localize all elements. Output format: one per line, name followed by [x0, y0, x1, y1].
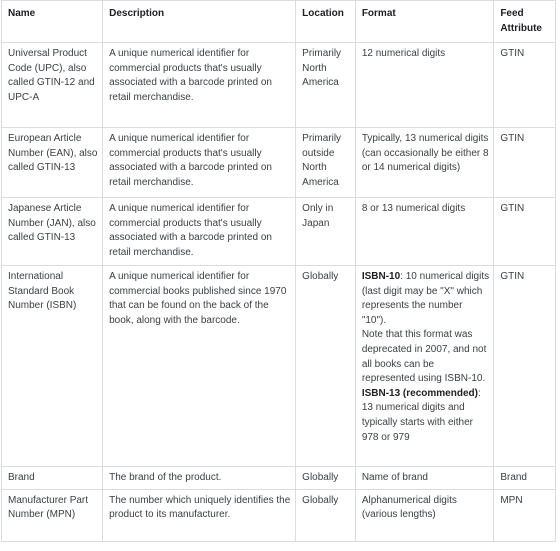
isbn13-label: ISBN-13 (recommended) [361, 387, 478, 399]
cell-format [355, 266, 494, 467]
isbn13-paragraph [362, 387, 490, 445]
table-row [2, 198, 556, 266]
header-feed-attribute: Feed Attribute [494, 1, 556, 43]
cell-format: 12 numerical digits [355, 43, 494, 128]
cell-location: Only in Japan [296, 198, 356, 266]
cell-location: Globally [296, 266, 356, 467]
cell-format: Typically, 13 numerical digits (can occasionally be either 8 or 14 numerical digits) [355, 128, 494, 198]
cell-feed-attribute: MPN [494, 489, 556, 541]
cell-location: Globally [296, 467, 356, 490]
table-row [2, 128, 556, 198]
header-description: Description [103, 1, 296, 43]
cell-format: Name of brand [355, 467, 494, 490]
table-row [2, 489, 556, 541]
isbn10-text: : 10 numerical digits (last digit may be "X" which represents the number "10"). [361, 271, 490, 326]
cell-feed-attribute: GTIN [494, 128, 556, 198]
cell-location: Primarily outside North America [296, 128, 356, 198]
cell-name: International Standard Book Number (ISBN) [2, 266, 103, 467]
cell-description: A unique numerical identifier for commercial products that's usually associated with a barcode printed on retail merchandise. [103, 43, 296, 128]
cell-feed-attribute: GTIN [494, 43, 556, 128]
cell-feed-attribute: Brand [494, 467, 556, 490]
table-row [2, 266, 556, 467]
cell-description: A unique numerical identifier for commercial books published since 1970 that can be found on the back of the book, along with the barcode. [103, 266, 296, 467]
table-header-row [2, 1, 556, 43]
cell-name: Japanese Article Number (JAN), also called GTIN-13 [2, 198, 103, 266]
cell-name: Universal Product Code (UPC), also called GTIN-12 and UPC-A [2, 43, 103, 128]
cell-name: Manufacturer Part Number (MPN) [2, 489, 103, 541]
cell-description: A unique numerical identifier for commercial products that's usually associated with a barcode printed on retail merchandise. [103, 128, 296, 198]
isbn10-deprecation-note: Note that this format was deprecated in 2007, and not all books can be represented using ISBN-10. [361, 329, 487, 385]
cell-name: European Article Number (EAN), also called GTIN-13 [2, 128, 103, 198]
isbn10-label: ISBN-10 [361, 271, 401, 282]
identifier-table [1, 0, 556, 542]
cell-description: The number which uniquely identifies the product to its manufacturer. [103, 489, 296, 541]
table-row [2, 43, 556, 128]
cell-feed-attribute: GTIN [494, 198, 556, 266]
isbn10-paragraph [362, 270, 490, 328]
cell-location: Globally [296, 489, 356, 541]
cell-description: The brand of the product. [103, 467, 296, 490]
header-location: Location [296, 1, 356, 43]
isbn13-text: : 13 numerical digits and typically starts with either 978 or 979 [361, 387, 481, 443]
cell-description: A unique numerical identifier for commercial products that's usually associated with a barcode printed on retail merchandise. [103, 198, 296, 266]
cell-feed-attribute: GTIN [494, 266, 556, 467]
cell-name: Brand [2, 467, 103, 490]
cell-format: 8 or 13 numerical digits [355, 198, 494, 266]
cell-location: Primarily North America [296, 43, 356, 128]
cell-format: Alphanumerical digits (various lengths) [355, 489, 494, 541]
header-format: Format [355, 1, 494, 43]
header-name: Name [2, 1, 103, 43]
table-row [2, 467, 556, 490]
